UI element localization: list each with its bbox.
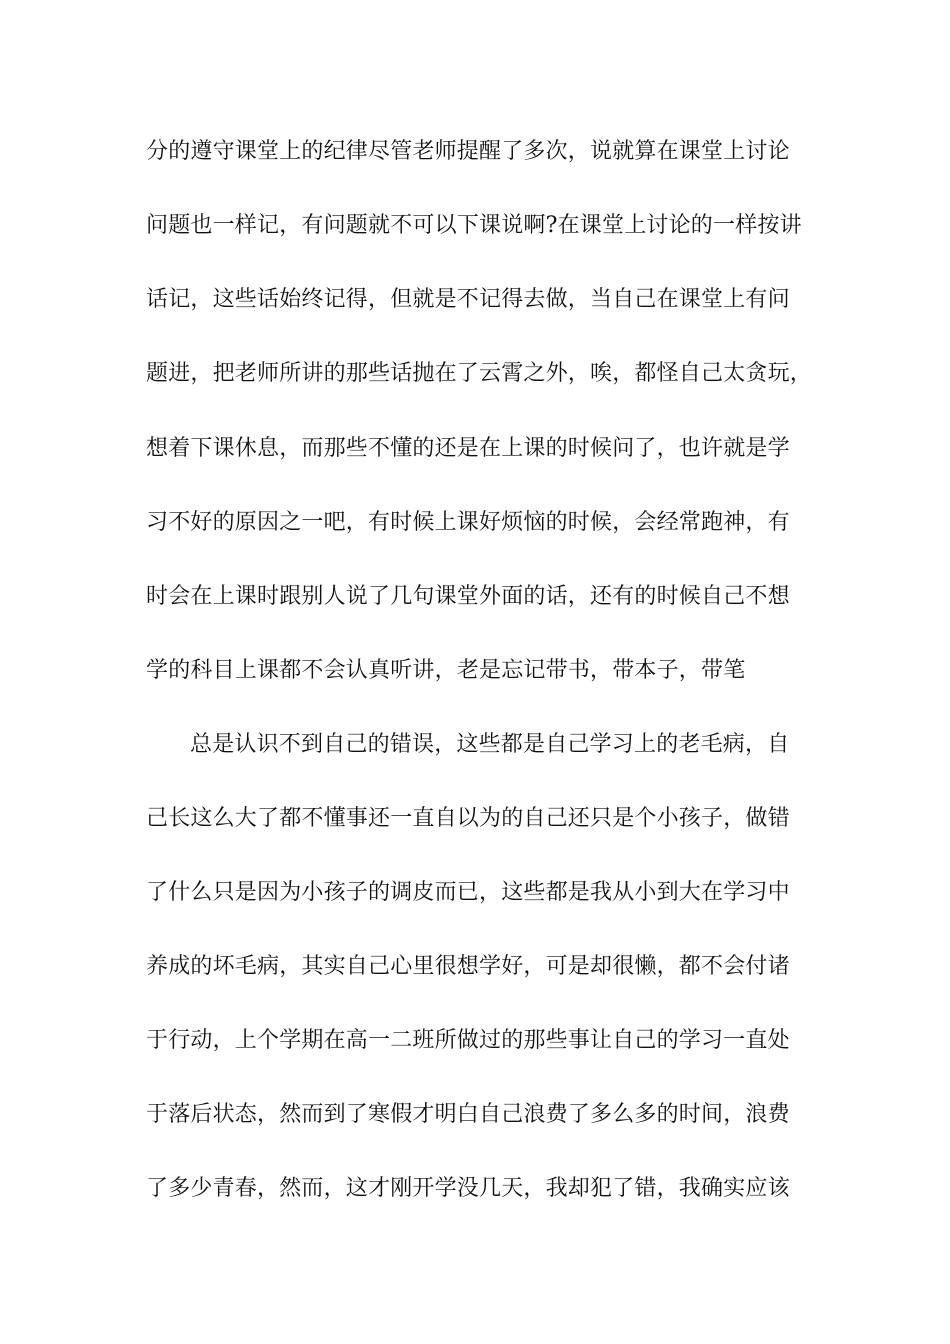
text-line: 学的科目上课都不会认真听讲，老是忘记带书，带本子，带笔	[146, 658, 746, 683]
text-line: 分的遵守课堂上的纪律尽管老师提醒了多次，说就算在课堂上讨论	[146, 139, 790, 164]
text-line: 了什么只是因为小孩子的调皮而已，这些都是我从小到大在学习中	[146, 880, 790, 905]
text-line: 话记，这些话始终记得，但就是不记得去做，当自己在课堂上有问	[146, 287, 790, 312]
text-line: 时会在上课时跟别人说了几句课堂外面的话，还有的时候自己不想	[146, 584, 790, 609]
text-line: 总是认识不到自己的错误，这些都是自己学习上的老毛病，自	[190, 732, 790, 757]
text-line: 了多少青春，然而，这才刚开学没几天，我却犯了错，我确实应该	[146, 1176, 790, 1201]
text-line: 养成的坏毛病，其实自己心里很想学好，可是却很懒，都不会付诸	[146, 954, 790, 979]
text-line: 于落后状态，然而到了寒假才明白自己浪费了多么多的时间，浪费	[146, 1102, 790, 1127]
text-line: 想着下课休息，而那些不懂的还是在上课的时候问了，也许就是学	[146, 436, 790, 461]
text-line: 于行动，上个学期在高一二班所做过的那些事让自己的学习一直处	[146, 1028, 790, 1053]
text-line: 习不好的原因之一吧，有时候上课好烦恼的时候，会经常跑神，有	[146, 510, 790, 535]
text-line: 题进，把老师所讲的那些话抛在了云霄之外，唉，都怪自己太贪玩，	[146, 361, 813, 386]
text-line: 己长这么大了都不懂事还一直自以为的自己还只是个小孩子，做错	[146, 806, 790, 831]
text-line: 问题也一样记，有问题就不可以下课说啊?在课堂上讨论的一样按讲	[146, 213, 802, 238]
